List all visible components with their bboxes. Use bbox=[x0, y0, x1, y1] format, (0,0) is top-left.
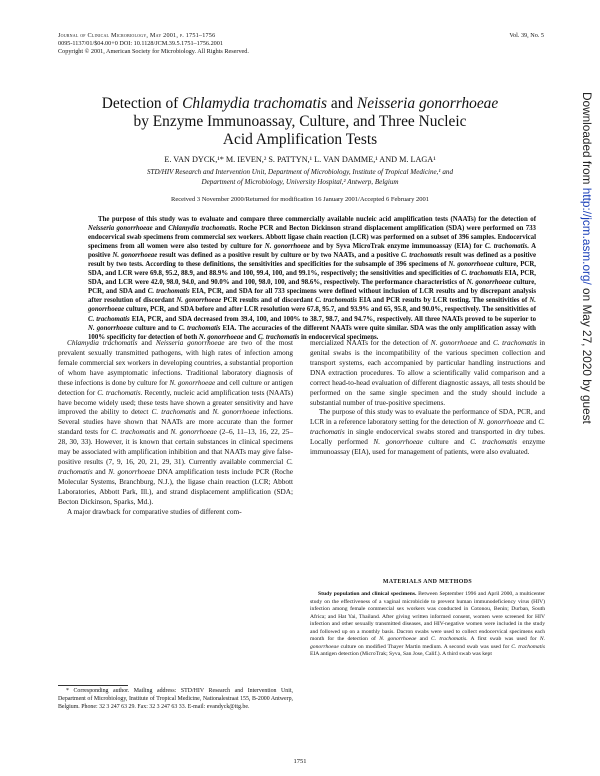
intro-paragraph-2: A major drawback for comparative studies of different com- bbox=[67, 507, 242, 516]
body-column-left bbox=[58, 339, 293, 518]
body-column-right bbox=[310, 339, 545, 458]
received-dates: Received 3 November 2000/Returned for modification 16 January 2001/Accepted 6 February 2001 bbox=[171, 196, 429, 203]
journal-link[interactable]: http://jcm.asm.org/ bbox=[580, 187, 594, 285]
methods-paragraph: Study population and clinical specimens. Between September 1996 and April 2000, a multicenter study on the effectiveness of a vaginal microbicide to prevent human immunodeficiency virus (HIV) infection among female commercial sex workers was conducted in Cotonou, Benin; Durban, South Africa; and Hat Yai, Thailand. After giving written informed consent, women were screened for HIV infection and other sexually transmitted diseases, and HIV-negative women were included in the study and followed up on a monthly basis. Dacron swabs were used to collect endocervical specimens each month for the detection of N. gonorrhoeae and C. trachomatis. A first swab was used for N. gonorrhoeae culture on modified Thayer Martin medium. A second swab was used for C. trachomatis EIA antigen detection (MicroTrak; Syva, San Jose, Calif.). A third swab was kept bbox=[310, 591, 546, 658]
volume-label: Vol. 39, No. 5 bbox=[509, 32, 544, 39]
copyright-line: Copyright © 2001, American Society for Microbiology. All Rights Reserved. bbox=[58, 48, 249, 56]
affiliation: STD/HIV Research and Intervention Unit, Department of Microbiology, Institute of Tropical Medicine,¹ and Department of Microbiology, University Hospital,² Antwerp, Belgium bbox=[147, 168, 453, 186]
download-watermark: Downloaded from http://jcm.asm.org/ on May 27, 2020 by guest bbox=[580, 92, 594, 424]
footnote-rule bbox=[58, 685, 128, 686]
intro-paragraph-1: Chlamydia trachomatis and Neisseria gonorrhoeae are two of the most prevalent sexually transmitted pathogens, with high rates of infection among female commercial sex workers in developing countries, a substantial proportion of whom have asymptomatic infections. Traditional laboratory diagnosis of these infections is done by culture for N. gonorrhoeae and cell culture or antigen detection for C. trachomatis. Recently, nucleic acid amplification tests (NAATs) have become widely used; these tests have shown a greater sensitivity and have improved the ability to detect C. trachomatis and N. gonorrhoeae infections. Several studies have shown that NAATs are more accurate than the former standard tests for C. trachomatis and N. gonorrhoeae (2–6, 11–13, 16, 22, 25–28, 30, 33). However, it is known that certain substances in clinical specimens may be associated with amplification inhibition and that NAATs may give false-positive results (7, 9, 16, 20, 21, 29, 31). Currently available commercial C. trachomatis and N. gonorrhoeae DNA amplification tests include PCR (Roche Molecular Systems, Branchburg, N.J.), the ligase chain reaction (LCR; Abbott Laboratories, Abbott Park, Ill.), and strand displacement amplification (SDA; Becton Dickinson, Sparks, Md.). bbox=[58, 339, 293, 506]
intro-paragraph-3: The purpose of this study was to evaluate the performance of SDA, PCR, and LCR in a reference laboratory setting for the detection of N. gonorrhoeae and C. trachomatis in single endocervical swabs stored and transported in dry tubes. Locally performed N. gonorrhoeae culture and C. trachomatis enzyme immunoassay (EIA), used for management of patients, were also evaluated. bbox=[310, 408, 545, 457]
section-heading-methods: MATERIALS AND METHODS bbox=[382, 579, 473, 585]
article-title: Detection of Chlamydia trachomatis and Neisseria gonorrhoeae by Enzyme Immunoassay, Culture, and Three Nucleic Acid Amplification Tests bbox=[101, 95, 499, 148]
issn-line: 0095-1137/01/$04.00+0 DOI: 10.1128/JCM.39.5.1751–1756.2001 bbox=[58, 40, 223, 48]
page-number: 1751 bbox=[293, 758, 307, 765]
intro-paragraph-2-cont: mercialized NAATs for the detection of N. gonorrhoeae and C. trachomatis in genital swabs is the incompatibility of the various specimen collection and transport systems, each accompanied by particular handling instructions and DNA extraction procedures. To allow a scientifically valid comparison and a correct head-to-head evaluation of different diagnostic assays, all tests should be performed on the same single specimen and the study should include a substantial number of true-positive specimens. bbox=[310, 339, 546, 407]
author-list: E. VAN DYCK,¹* M. IEVEN,² S. PATTYN,¹ L. VAN DAMME,¹ AND M. LAGA¹ bbox=[164, 155, 436, 164]
abstract: The purpose of this study was to evaluate and compare three commercially available nucleic acid amplification tests (NAATs) for the detection of Neisseria gonorrhoeae and Chlamydia trachomatis. Roche PCR and Becton Dickinson strand displacement amplification (SDA) were performed on 733 endocervical swab specimens from commercial sex workers. Abbott ligase chain reaction (LCR) was performed on a subset of 396 samples. Endocervical specimens from all women were also tested by culture for N. gonorrhoeae and by Syva MicroTrak enzyme immunoassay (EIA) for C. trachomatis. A positive N. gonorrhoeae result was defined as a positive result by culture or by two NAATs, and a positive C. trachomatis result was defined as a positive result by two tests. According to these definitions, the sensitivities and specificities for the subsample of 396 specimens of N. gonorrhoeae culture, PCR, SDA, and LCR were 69.8, 95.2, 88.9, and 88.9% and 100, 99.4, 100, and 99.1%, respectively; the sensitivities and specificities of C. trachomatis EIA, PCR, SDA, and LCR were 42.0, 98.0, 94.0, and 90.0% and 100, 98.0, 100, and 98.6%, respectively. The performance characteristics of N. gonorrhoeae culture, PCR, and SDA and C. trachomatis EIA, PCR, and SDA for all 733 specimens were defined without inclusion of LCR results and by discrepant analysis after resolution of discordant N. gonorrhoeae PCR results and of discordant C. trachomatis EIA and PCR results by LCR testing. The sensitivities of N. gonorrhoeae culture, PCR, and SDA before and after LCR resolution were 67.8, 95.7, and 93.9% and 65, 95.8, and 90.0%, respectively. The sensitivities of C. trachomatis EIA, PCR, and SDA decreased from 39.4, 100, and 100% to 38.7, 98.7, and 94.7%, respectively. All three NAATs proved to be superior to N. gonorrhoeae culture and to C. trachomatis EIA. The accuracies of the different NAATs were quite similar. SDA was the only amplification assay with 100% specificity for detection of both N. gonorrhoeae and C. trachomatis in endocervical specimens. bbox=[88, 216, 537, 341]
corresponding-author-footnote: * Corresponding author. Mailing address: STD/HIV Research and Intervention Unit, Department of Microbiology, Institute of Tropical Medicine, Nationalestraat 155, B-2000 Antwerp, Belgium. Phone: 32 3 247 63 29. Fax: 32 3 247 63 33. E-mail: evandyck@itg.be. bbox=[58, 688, 293, 710]
journal-header bbox=[58, 32, 418, 57]
journal-line: Journal of Clinical Microbiology, May 2001, p. 1751–1756 bbox=[58, 32, 216, 39]
